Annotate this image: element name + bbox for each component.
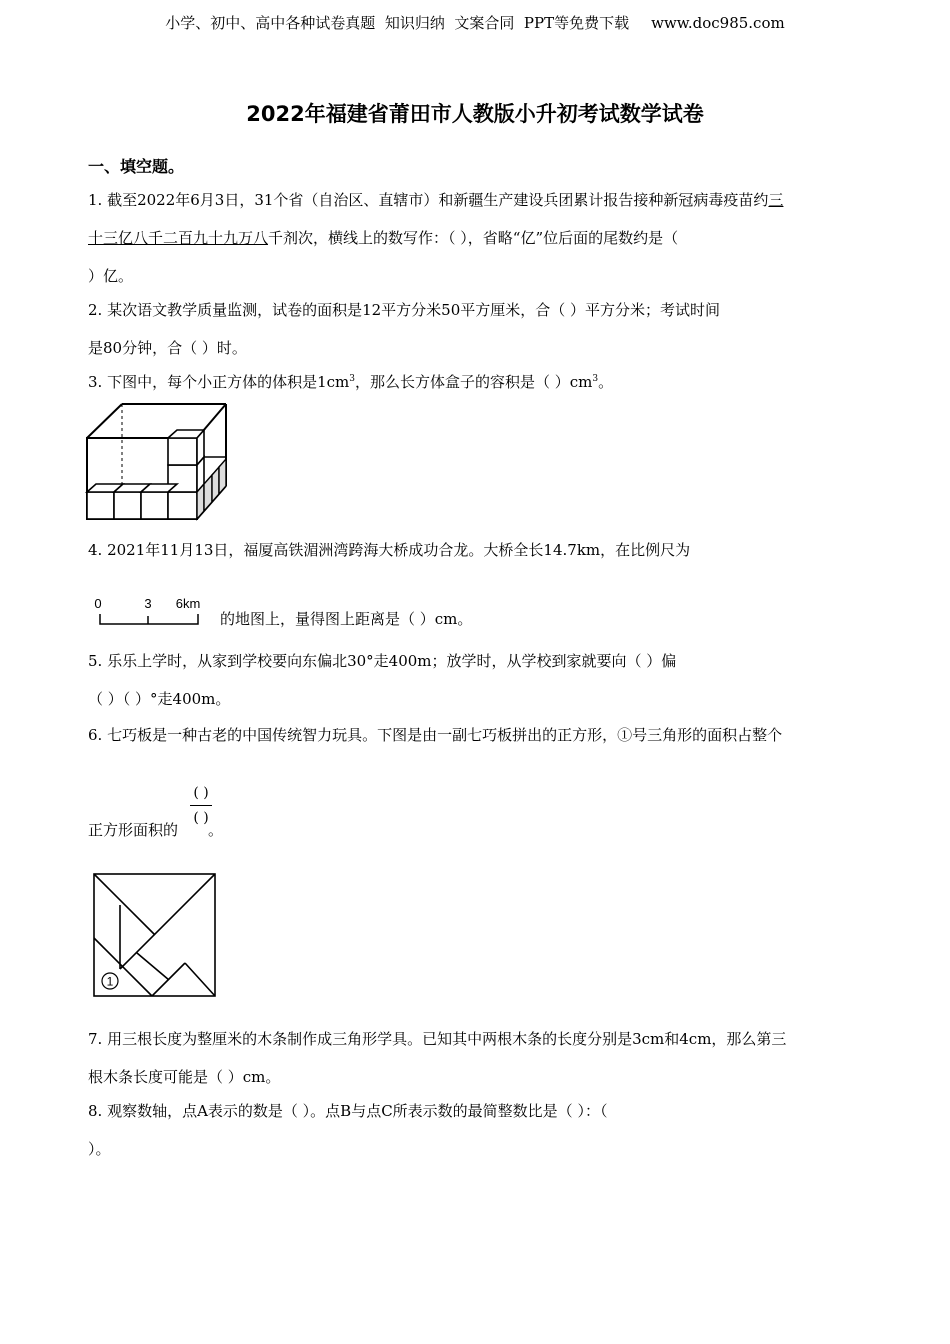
- section-heading: 一、填空题。: [88, 157, 185, 176]
- q4-line-2: 的地图上，量得图上距离是（ ）cm。: [220, 610, 473, 628]
- q1-line-1: 1. 截至2022年6月3日，31个省（自治区、直辖市）和新疆生产建设兵团累计报告接种新冠病毒疫苗约三: [88, 191, 784, 209]
- q3-line-1: 3. 下图中，每个小正方体的体积是$1cm^3$，那么长方体盒子的容积是（ ）$cm^3$。: [88, 373, 614, 391]
- header-text: 小学、初中、高中各种试卷真题 知识归纳 文案合同 PPT等免费下载: [165, 14, 630, 32]
- q2-line-2: 是80分钟，合（ ）时。: [88, 339, 247, 357]
- q8-line-1: 8. 观察数轴，点A表示的数是（ ）。点B与点C所表示数的最简整数比是（ ）：（: [88, 1102, 608, 1120]
- tangram-figure: [92, 872, 218, 1000]
- cuboid-box-figure: [84, 400, 234, 524]
- q1-underlined-start: 三: [768, 191, 784, 209]
- q6-line-1: 6. 七巧板是一种古老的中国传统智力玩具。下图是由一副七巧板拼出的正方形，①号三角形的面积占整个: [88, 726, 783, 744]
- fraction-bar: [190, 805, 212, 806]
- q2-line-1: 2. 某次语文教学质量监测，试卷的面积是12平方分米50平方厘米，合（ ）平方分米；考试时间: [88, 301, 721, 319]
- q1-underlined-number: 十三亿八千二百九十九万八: [88, 229, 269, 247]
- piece-1-label: 1: [106, 974, 114, 989]
- q8-line-2: ）。: [88, 1140, 111, 1158]
- q5-line-1: 5. 乐乐上学时，从家到学校要向东偏北30°走400m；放学时，从学校到家就要向（ ）偏: [88, 652, 677, 670]
- q6-line-2: 正方形面积的 。: [88, 821, 224, 839]
- q1-line-3: ）亿。: [88, 267, 134, 285]
- scale-label-6km: 6km: [175, 596, 201, 611]
- scale-label-3: 3: [144, 596, 152, 611]
- q5-line-2: （ ）（ ）°走400m。: [88, 690, 231, 708]
- fraction-denominator: ( ): [193, 810, 209, 826]
- scale-label-0: 0: [94, 596, 102, 611]
- q7-line-1: 7. 用三根长度为整厘米的木条制作成三角形学具。已知其中两根木条的长度分别是3cm和4cm，那么第三: [88, 1030, 787, 1048]
- page-header: [0, 12, 950, 33]
- scale-bar-figure: [92, 594, 212, 630]
- page-title: 2022年福建省莆田市人教版小升初考试数学试卷: [246, 102, 704, 126]
- q4-line-1: 4. 2021年11月13日，福厦高铁湄洲湾跨海大桥成功合龙。大桥全长14.7km，在比例尺为: [88, 541, 691, 559]
- fraction-numerator: ( ): [193, 785, 209, 801]
- header-url[interactable]: www.doc985.com: [651, 14, 785, 32]
- q1-line-2: 十三亿八千二百九十九万八千剂次，横线上的数写作：（ ），省略“亿”位后面的尾数约是（: [88, 229, 679, 247]
- q7-line-2: 根木条长度可能是（ ）cm。: [88, 1068, 281, 1086]
